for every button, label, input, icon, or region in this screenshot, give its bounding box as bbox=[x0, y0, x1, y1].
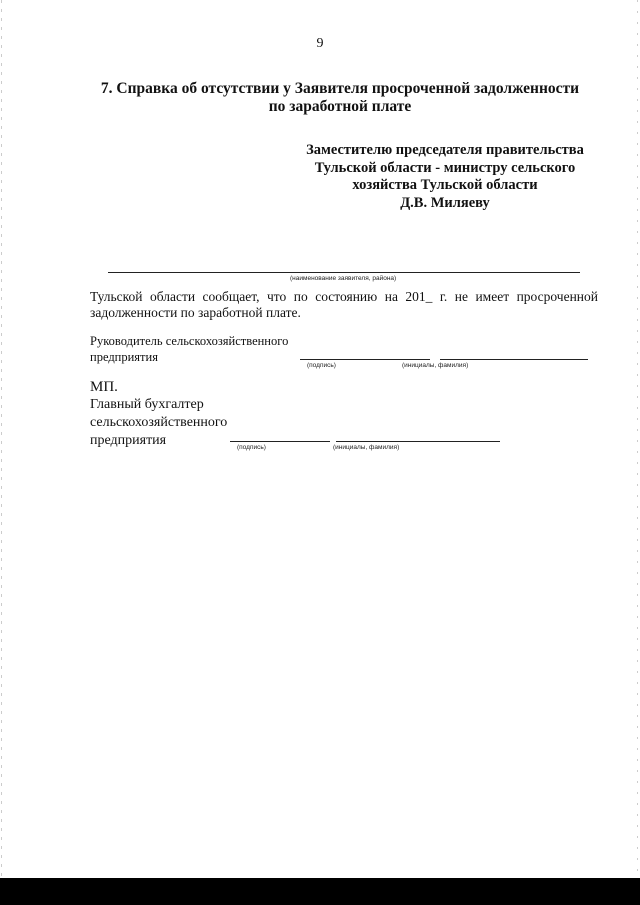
head-label-line-1: Руководитель сельскохозяйственного bbox=[90, 334, 289, 348]
accountant-signature-line bbox=[230, 441, 330, 442]
accountant-label-line-2: сельскохозяйственного bbox=[90, 415, 228, 430]
applicant-caption: (наименование заявителя, района) bbox=[290, 275, 397, 282]
accountant-name-line bbox=[336, 441, 500, 442]
certificate-body-text: Тульской области сообщает, что по состоянию на 201_ г. не имеет просроченной задолженности по заработной плате. bbox=[90, 289, 598, 320]
title-line-1: 7. Справка об отсутствии у Заявителя просроченной задолженности bbox=[100, 80, 580, 97]
addressee-line-2: Тульской области - министру сельского bbox=[314, 159, 576, 176]
accountant-signature-caption: (подпись) bbox=[237, 444, 266, 451]
scan-bottom-border bbox=[0, 878, 640, 905]
head-name-line bbox=[440, 359, 588, 360]
title-line-2: по заработной плате bbox=[268, 98, 412, 115]
scan-edge-left bbox=[1, 0, 2, 878]
addressee-line-1: Заместителю председателя правительства bbox=[306, 142, 584, 158]
accountant-label-line-3: предприятия bbox=[90, 433, 167, 448]
page-number: 9 bbox=[316, 36, 324, 51]
head-signature-label bbox=[90, 333, 288, 365]
addressee-line-3: хозяйства Тульской области bbox=[352, 177, 538, 193]
addressee-block bbox=[290, 142, 600, 212]
addressee-line-4: Д.В. Миляеву bbox=[400, 194, 490, 211]
accountant-label-line-1: Главный бухгалтер bbox=[90, 397, 204, 412]
accountant-name-caption: (инициалы, фамилия) bbox=[333, 444, 400, 451]
stamp-label: МП. bbox=[90, 379, 118, 395]
head-label-line-2: предприятия bbox=[90, 350, 158, 364]
accountant-signature-label bbox=[90, 396, 227, 450]
scan-edge-right bbox=[637, 0, 638, 878]
head-signature-caption: (подпись) bbox=[307, 362, 336, 369]
applicant-name-line bbox=[108, 272, 580, 273]
head-name-caption: (инициалы, фамилия) bbox=[402, 362, 469, 369]
head-signature-line bbox=[300, 359, 430, 360]
document-title bbox=[60, 80, 620, 116]
